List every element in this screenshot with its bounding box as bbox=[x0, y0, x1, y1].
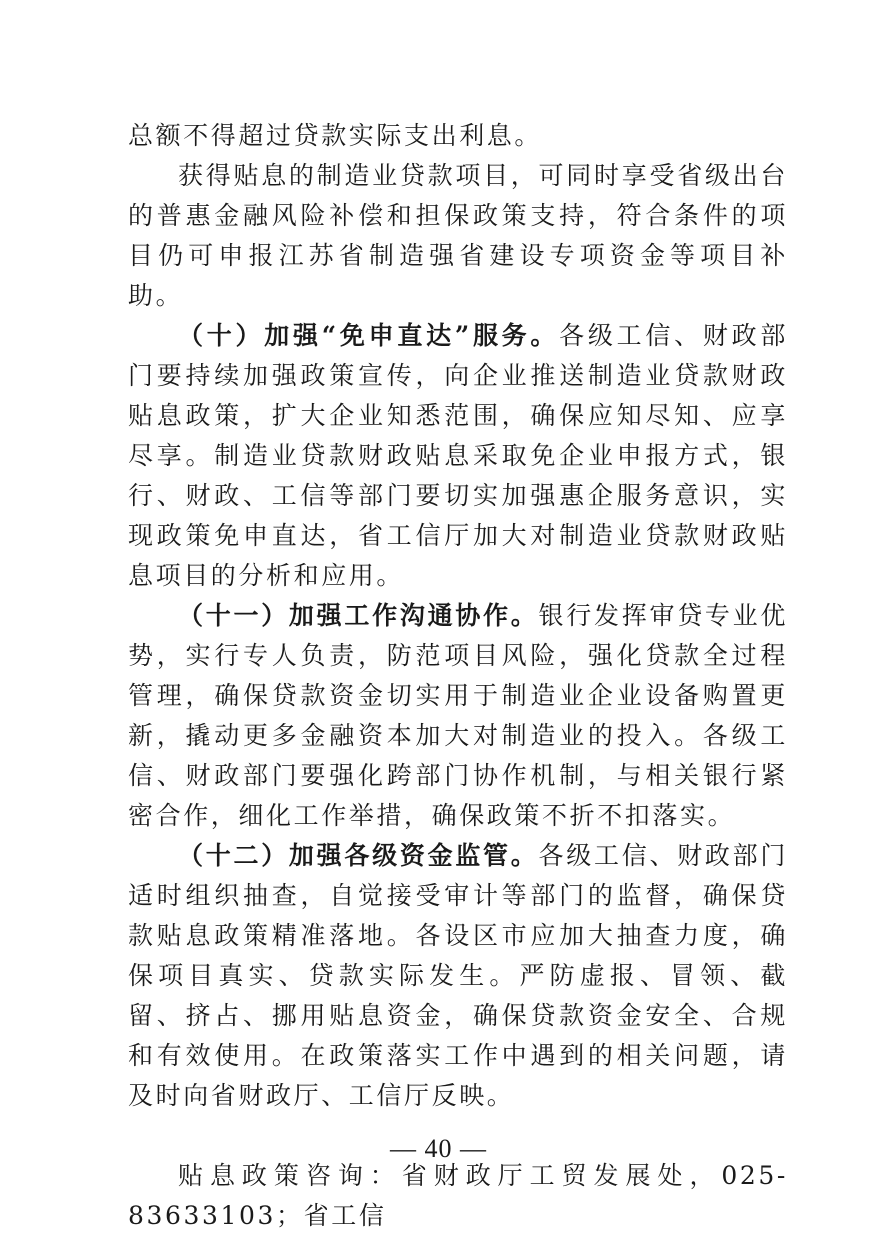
paragraph-text: 总额不得超过贷款实际支出利息。 bbox=[128, 121, 543, 150]
paragraph-item-11 bbox=[128, 596, 788, 836]
section-heading: （十二）加强各级资金监管。 bbox=[178, 841, 539, 870]
paragraph-text: 银行发挥审贷专业优势，实行专人负责，防范项目风险，强化贷款全过程管理，确保贷款资金切实用于制造业企业设备购置更新，撬动更多金融资本加大对制造业的投入。各级工信、财政部门要强化跨部门协作机制，与相关银行紧密合作，细化工作举措，确保政策不折不扣落实。 bbox=[128, 601, 788, 830]
paragraph-text: 贴息政策咨询：省财政厅工贸发展处，025-83633103；省工信 bbox=[128, 1161, 788, 1230]
section-heading: （十）加强“免申直达”服务。 bbox=[178, 321, 560, 350]
paragraph-item-12 bbox=[128, 836, 788, 1116]
page-number: — 40 — bbox=[390, 1134, 487, 1163]
paragraph-contact-info bbox=[128, 1156, 788, 1236]
paragraph-text: 各级工信、财政部门要持续加强政策宣传，向企业推送制造业贷款财政贴息政策，扩大企业知悉范围，确保应知尽知、应享尽享。制造业贷款财政贴息采取免企业申报方式，银行、财政、工信等部门要切实加强惠企服务意识，实现政策免申直达，省工信厅加大对制造业贷款财政贴息项目的分析和应用。 bbox=[128, 321, 788, 590]
paragraph-text: 获得贴息的制造业贷款项目，可同时享受省级出台的普惠金融风险补偿和担保政策支持，符合条件的项目仍可申报江苏省制造强省建设专项资金等项目补助。 bbox=[128, 161, 788, 310]
paragraph-item-10 bbox=[128, 316, 788, 596]
paragraph-continuation bbox=[128, 116, 788, 156]
paragraph-interest-benefits bbox=[128, 156, 788, 316]
document-body bbox=[128, 116, 788, 1236]
section-heading: （十一）加强工作沟通协作。 bbox=[178, 601, 539, 630]
paragraph-text: 各级工信、财政部门适时组织抽查，自觉接受审计等部门的监督，确保贷款贴息政策精准落地。各设区市应加大抽查力度，确保项目真实、贷款实际发生。严防虚报、冒领、截留、挤占、挪用贴息资金，确保贷款资金安全、合规和有效使用。在政策落实工作中遇到的相关问题，请及时向省财政厅、工信厅反映。 bbox=[128, 841, 788, 1110]
